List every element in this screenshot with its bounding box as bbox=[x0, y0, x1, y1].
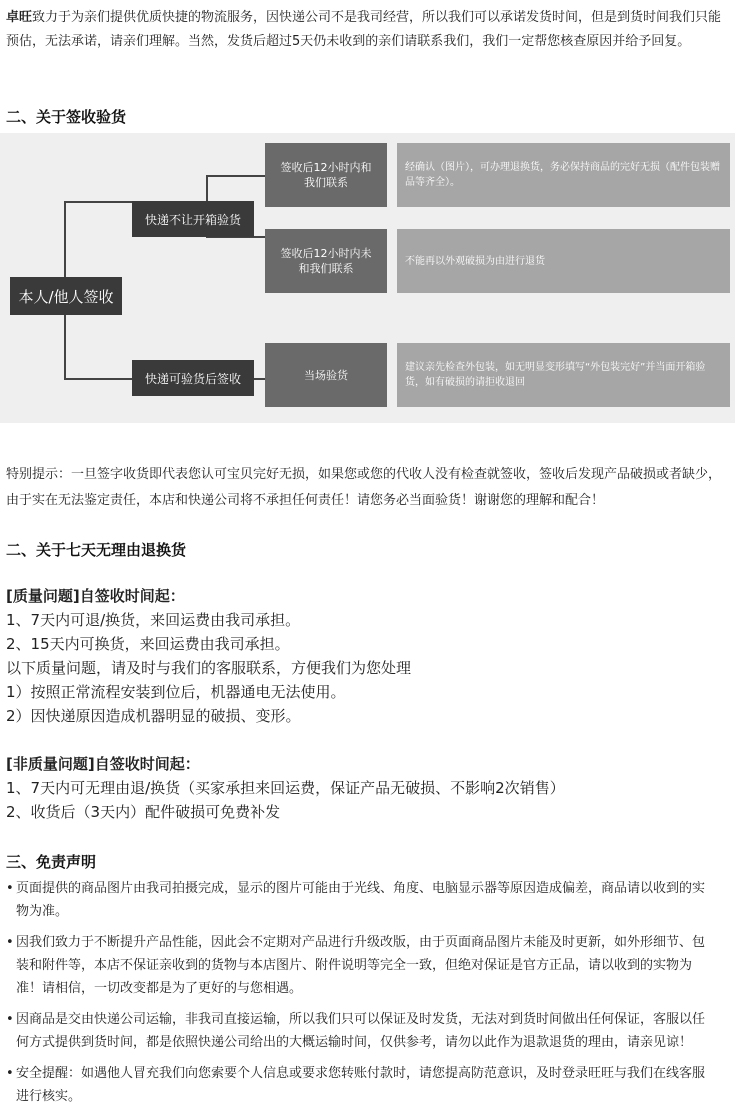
quality-line: 1、7天内可退/换货，来回运费由我司承担。 bbox=[6, 611, 301, 629]
intro-paragraph bbox=[6, 6, 728, 54]
quality-line: 2、15天内可换货，来回运费由我司承担。 bbox=[6, 635, 290, 653]
section-heading-inspection: 二、关于签收验货 bbox=[6, 108, 127, 126]
branch-no-open: 快递不让开箱验货 bbox=[132, 201, 254, 237]
section-heading-disclaimer: 三、免责声明 bbox=[6, 853, 97, 871]
detail-no-return: 不能再以外观破损为由进行退货 bbox=[397, 229, 730, 293]
quality-issues-block bbox=[6, 584, 728, 728]
detail-return-allowed: 经确认（图片），可办理退换货，务必保持商品的完好无损（配件包装赠品等齐全）。 bbox=[397, 143, 730, 207]
quality-line: 以下质量问题，请及时与我们的客服联系，方便我们为您处理 bbox=[6, 659, 412, 677]
case-no-contact-12h: 签收后12小时内未和我们联系 bbox=[265, 229, 387, 293]
disclaimer-item: • 页面提供的商品图片由我司拍摄完成，显示的图片可能由于光线、角度、电脑显示器等原因造成偏差，商品请以收到的实物为准。 bbox=[6, 877, 706, 923]
intro-text: 致力于为亲们提供优质快捷的物流服务，因快递公司不是我司经营，所以我们可以承诺发货时间，但是到货时间我们只能预估，无法承诺，请亲们理解。当然，发货后超过5天仍未收到的亲们请联系我们，我们一定帮您核查原因并给予回复。 bbox=[6, 10, 722, 49]
special-note: 特别提示：一旦签字收货即代表您认可宝贝完好无损，如果您或您的代收人没有检查就签收，签收后发现产品破损或者缺少，由于实在无法鉴定责任，本店和快递公司将不承担任何责任！请您务必当面验货！谢谢您的理解和配合！ bbox=[6, 467, 722, 508]
quality-line: 1）按照正常流程安装到位后，机器通电无法使用。 bbox=[6, 683, 346, 701]
non-quality-issues-title: [非质量问题]自签收时间起： bbox=[6, 755, 200, 773]
connector-root-to-a bbox=[64, 201, 132, 203]
non-quality-issues-block bbox=[6, 752, 728, 824]
detail-check-package: 建议亲先检查外包装，如无明显变形填写“外包装完好”并当面开箱验货，如有破损的请拒收退回 bbox=[397, 343, 730, 407]
connector-root-to-b bbox=[64, 378, 132, 380]
root-node: 本人/他人签收 bbox=[10, 277, 122, 315]
inspection-flow-diagram bbox=[0, 133, 735, 423]
branch-inspect-first: 快递可验货后签收 bbox=[132, 360, 254, 396]
quality-line: 2）因快递原因造成机器明显的破损、变形。 bbox=[6, 707, 301, 725]
section-heading-returns: 二、关于七天无理由退换货 bbox=[6, 541, 187, 559]
disclaimer-item: • 因商品是交由快递公司运输，非我司直接运输，所以我们只可以保证及时发货，无法对到货时间做出任何保证，客服以任何方式提供到货时间，都是依照快递公司给出的大概运输时间，仅供参考，请勿以此作为退款退货的理由，请亲见谅！ bbox=[6, 1008, 706, 1054]
connector-a-to-a1 bbox=[206, 175, 266, 177]
disclaimer-list bbox=[6, 877, 706, 1116]
non-quality-line: 1、7天内可无理由退/换货（买家承担来回运费，保证产品无破损、不影响2次销售） bbox=[6, 779, 565, 797]
case-inspect-on-spot: 当场验货 bbox=[265, 343, 387, 407]
quality-issues-title: [质量问题]自签收时间起： bbox=[6, 587, 185, 605]
brand-name: 卓旺 bbox=[6, 10, 33, 25]
non-quality-line: 2、收货后（3天内）配件破损可免费补发 bbox=[6, 803, 281, 821]
disclaimer-item: • 安全提醒：如遇他人冒充我们向您索要个人信息或要求您转账付款时，请您提高防范意识，及时登录旺旺与我们在线客服进行核实。 bbox=[6, 1062, 706, 1108]
case-contact-within-12h: 签收后12小时内和我们联系 bbox=[265, 143, 387, 207]
disclaimer-item: • 因我们致力于不断提升产品性能，因此会不定期对产品进行升级改版，由于页面商品图片未能及时更新，如外形细节、包装和附件等，本店不保证亲收到的货物与本店图片、附件说明等完全一致，但绝对保证是官方正品，请以收到的实物为准！请相信，一切改变都是为了更好的与您相遇。 bbox=[6, 931, 706, 1000]
